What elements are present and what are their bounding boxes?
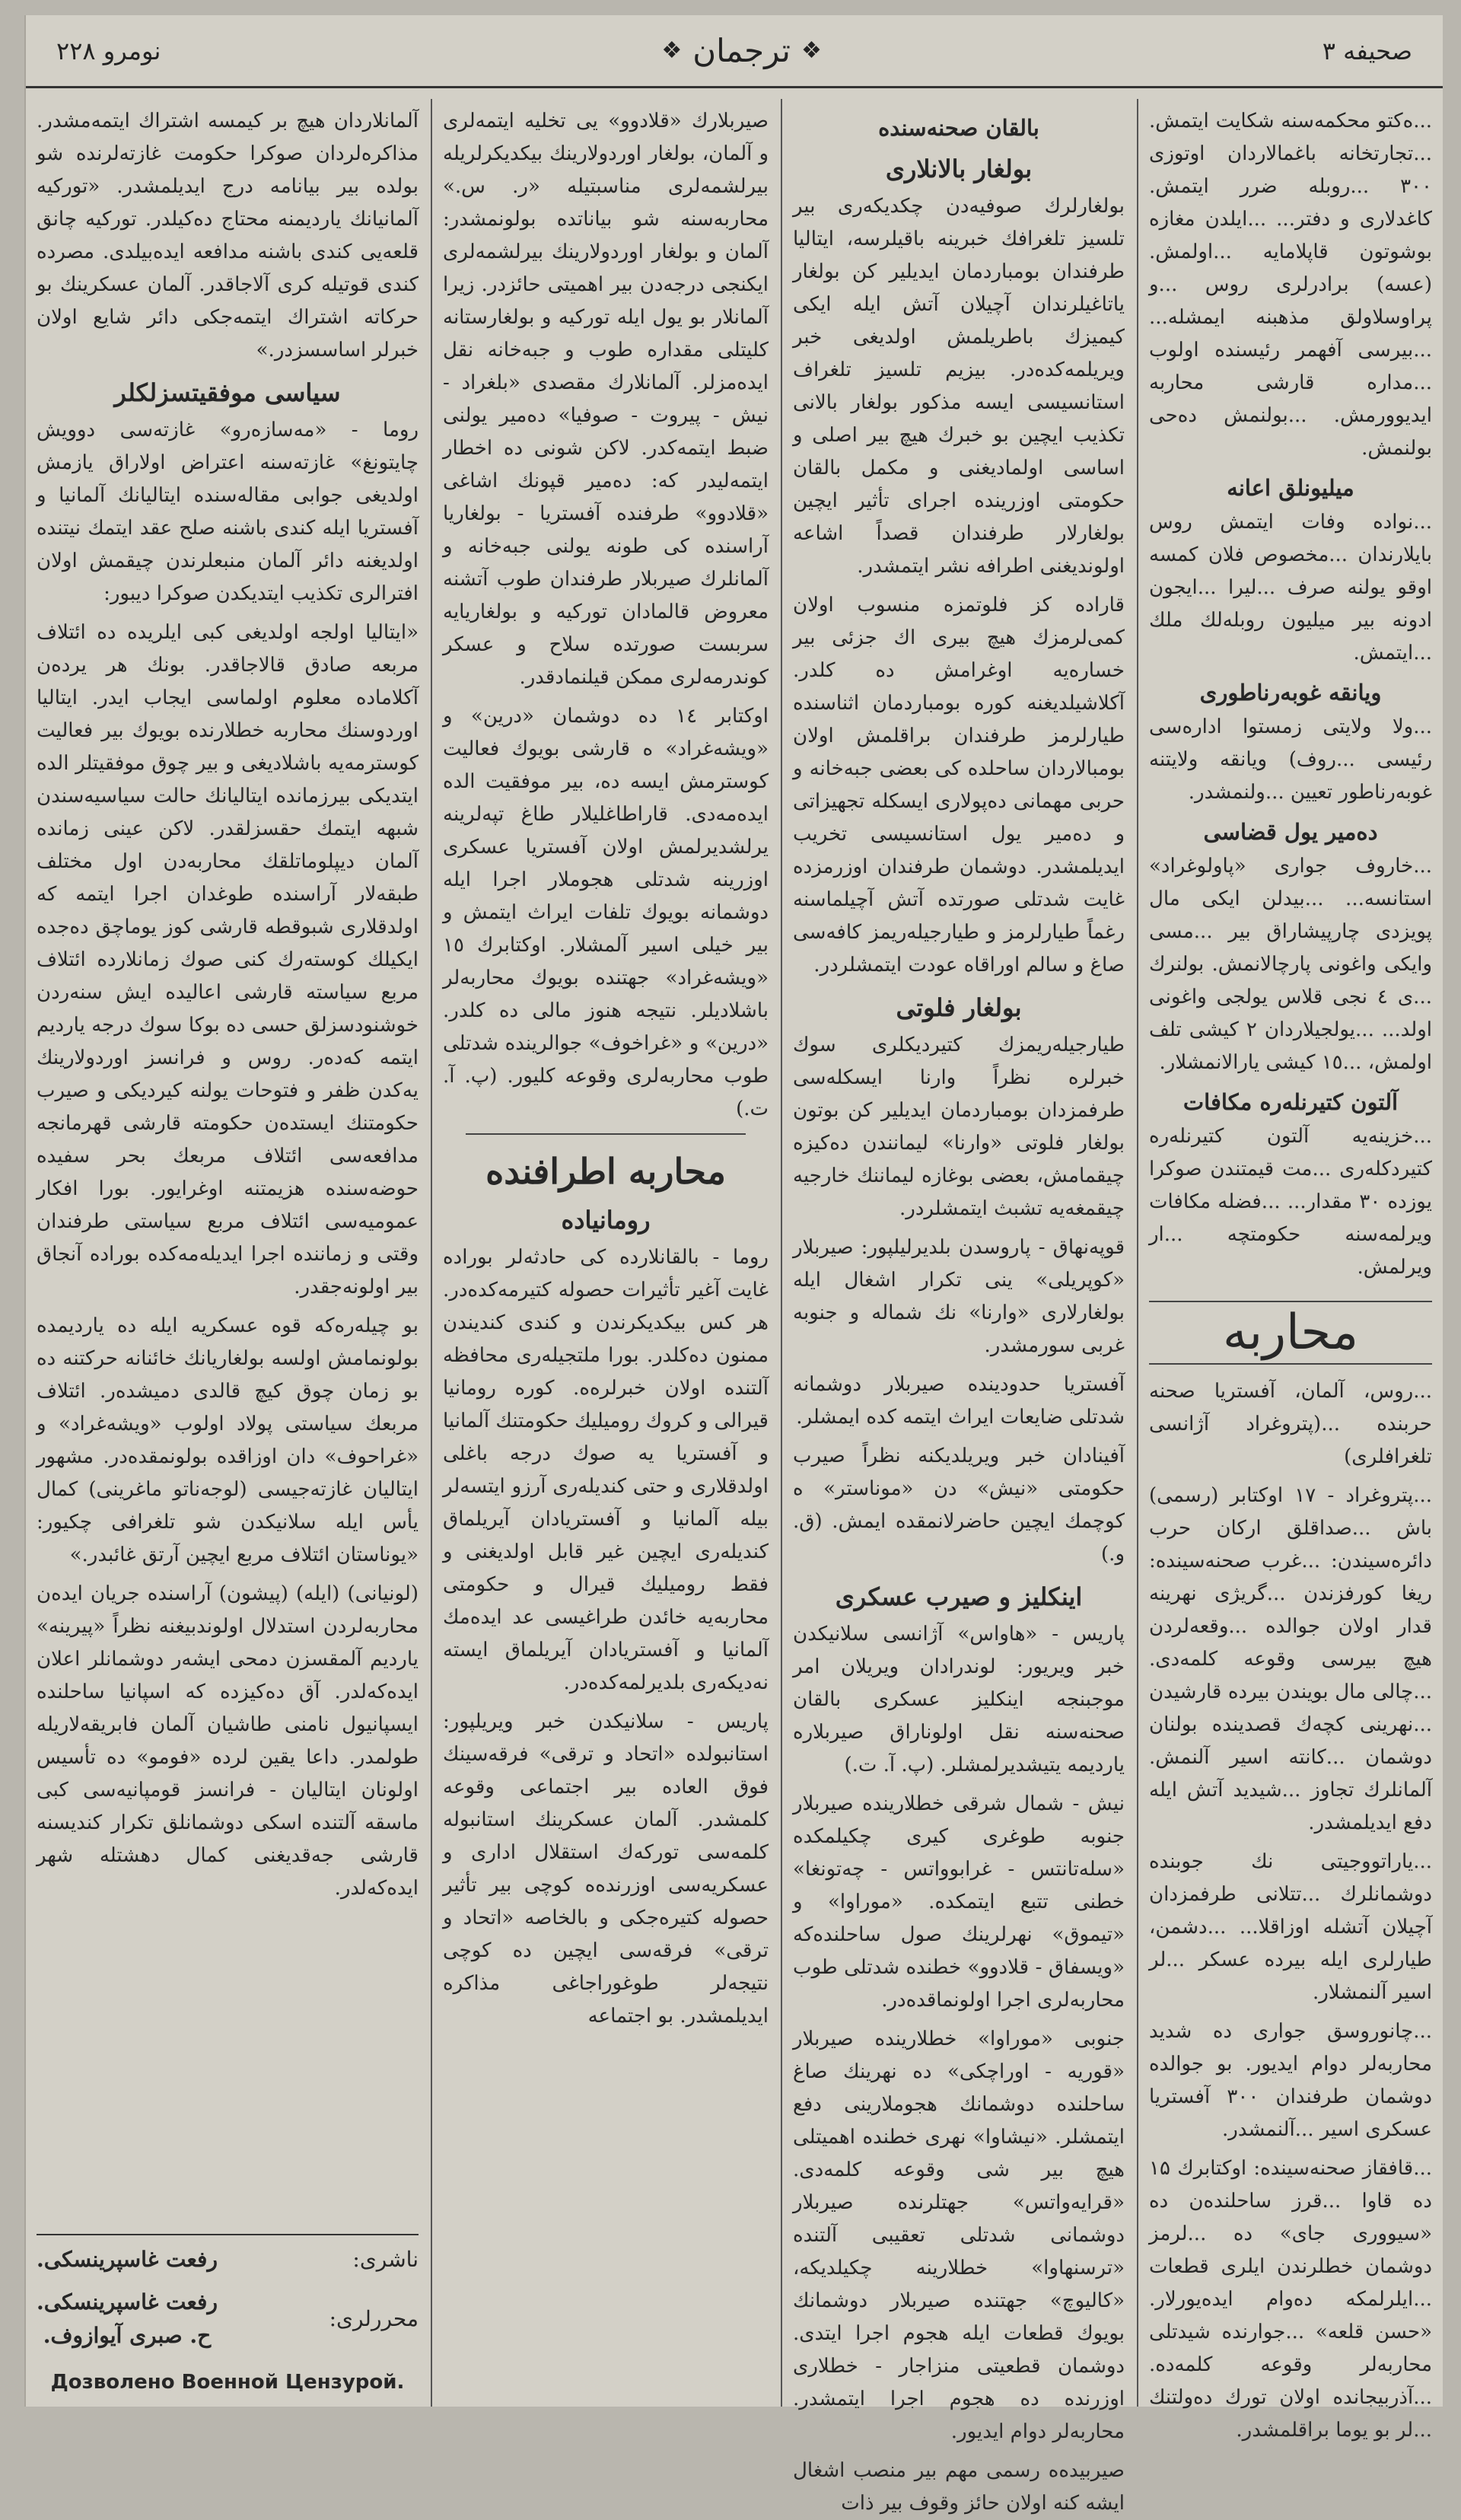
article-text: ...پتروغراد - ۱۷ اوكتابر (رسمی) باش ...صداقلق اركان حرب دائره‌سيندن: ...غرب صحنه‌سينده: ريغا كورفزندن ...گريژی نهرينه قدار اولان جوالده ...وقعه‌لردن هيچ بيرسی وقوعه كلمه‌دی. ...چالی مال بويندن بيرده قارشيدن ...نهرينی كچه‌ك قصدينده بولنان دوشمان ...كانته اسير آلنمش. آلمانلرك تجاوز ...شيديد آتش ايله دفع ايديلمشدر. (1149, 1484, 1432, 1834)
article-text: روما - بالقانلارده كی حادثه‌لر بوراده غايت آغير تأثيرات حصوله كتيرمه‌كده‌در. هر كس بيكديكرندن و كندی كنديندن ممنون ده‌كلدر. بورا ملتجيله‌ری محافظه آلتنده اولان خبرلره‌ه. كوره رومانيا قيرالی و كروك روميليك حكومتنك آلمانيا و آفستريا يه صوك درجه باغلی اولدقلاری و حتی كنديله‌ری آرزو ايتسه‌لر بيله آلمانيا و آفستريادان آيريلماق كنديله‌ری ايچين غير قابل اولديغنی و فقط روميليك قيرال و حكومتی محاربه‌يه خائدن طراغيسی عد ايده‌مك آلمانيا و آفستريادان آيريلماق ايسته نه‌ديكه‌ری بلديرلمه‌كده‌در. (443, 1246, 769, 1694)
column-4-body (37, 105, 419, 2193)
column-4 (26, 99, 429, 2407)
article-text: صيربيده‌ه رسمی مهم بير منصب اشغال ايشه كنه اولان حائز وقوف بير ذات (793, 2459, 1125, 2515)
masthead (661, 32, 822, 69)
article-heading: ويانقه غوبه‌رناطوری (1199, 680, 1382, 706)
imprint (37, 2234, 419, 2399)
editors-names (37, 2286, 218, 2353)
section-heading: محاربه (1149, 1301, 1432, 1365)
censor-note: Дозволено Военной Цензурой. (50, 2371, 405, 2394)
editors-label: محررلری: (329, 2306, 419, 2331)
article-heading: بولغار بالانلاری (885, 155, 1033, 183)
article-text: ...خاروف جواری «پاولوغراد» استانسه... ...بيدلن ايكی مال پويزدی چارپيشاراق بير ...مسی وايكی واغونی پارچالانمش. بولنرك ...ى ٤ نجی قلاس يولجی واغونی اولد... ...يولجيلاردان ٢ كيشی تلف اولمش، ...١٥ كيشی يارالانمشلار. (1149, 855, 1432, 1074)
article-text: ...خزينه‌يه آلتون كتيرنله‌ره كتيرد‌كله‌ری ...مت قيمتندن صوكرا يوزده ٣٠ مقدار... ...فضله مكافات ويرلمه‌سنه حكومتچه ...ار ويرلمش. (1149, 1125, 1432, 1279)
article-text: ...ولا ولايتی زمستوا اداره‌سی رئيسی ...روف) ويانقه ولايتنه غوبه‌رناطور تعيين ...ولنمشدر. (1149, 715, 1432, 804)
article-text: ...نواده وفات ايتمش روس بايلارندان ...مخصوص فلان كمسه اوقو يولنه صرف ...ليرا ...ايجون ادونه بير ميليون روبله‌لك ملك ...ايتمش. (1149, 511, 1432, 664)
column-3 (432, 99, 779, 2407)
editor-name: ح. صبری آيوازوف. (43, 2323, 212, 2348)
article-heading: بولغار فلوتی (896, 993, 1022, 1022)
article-text: (لونيانی) (ايله) (پيشون) آراسنده جريان ايده‌ن محاربه‌لردن استدلال اولوندبيغنه نظراً «پيرينه» يارديم آلمقسزن دمحی ايشه‌ر دوشمانلر اعلان ايده‌كه‌لدر. آق ده‌كيزده كه اسپانيا ساحلنده ايسپانيول نامنی طاشيان آلمان فابريقه‌لاريله طولمدر. داعا يقين لرده «فومو» ده تأسيس اولونان ايتاليان - فرانسز قومپانيه‌سی كبی ماسقه آلتنده اسكی دوشمانلق تكرار كنديسنه قارشی جه‌قديغنی كمال دهشتله شهر ايده‌كه‌لدر. (37, 1582, 419, 1900)
masthead-title: ترجمان (692, 32, 791, 69)
article-text: بو چيله‌ره‌كه قوه عسكريه ايله ده يارديمده بولونمامش اولسه بولغاريانك خائنانه حركتنه ده بو زمان چوق كيچ قالدی دميشده‌ر. ائتلاف مربعك سياستی پولاد اولوب «ويشه‌غراد» و «غراحوف» دان اوزاقده بولونمقده‌در. مشهور ايتاليان غازته‌جيسی (لوجه‌ناتو ماغرينی) كمال يأس ايله سلانيكدن شو تلغرافی چكيور: «يوناستان ائتلاف مربع ايچين آرتق غائبدر.» (37, 1314, 419, 1566)
article-text: قوپه‌نهاق - پاروسدن بلديرليلپور: صيربلار «كوپريلی» ينی تكرار اشغال ايله بولغارلاری «وارنا» نك شماله و جنوبه غربی سورمشدر. (793, 1236, 1125, 1357)
article-text: آفينادان خبر ويريلديكنه نظراً صيرب حكومتی «نيش» دن «موناستر» ه كوچمك ايچين حاضرلانمقده ايمش. (ق. و.) (793, 1445, 1125, 1566)
issue-number: نومرو ۲۲۸ (56, 36, 161, 65)
column-2 (782, 99, 1135, 2515)
article-text: آلمانلاردان هيچ بر كيمسه اشتراك ايتمه‌مشدر. مذاكره‌لردان صوكرا حكومت غازته‌لرنده شو بولده بير بيانامه درج ايديلمشدر. «توركيه آلمانيانك يارديمنه محتاج ده‌كيلدر. توركيه چانق قلعه‌يی كندی باشنه مدافعه ايده‌بيلدی. مصرده كندی قوتيله كری آلاجاقدر. آلمان عسكرينك بو حركاته اشتراك ايتمه‌جكی دائر شايع اولان خبرلر اساسسزدر.» (37, 110, 419, 362)
article-text: ...قافقاز صحنه‌سينده: اوكتابرك ۱۵ ده قاوا ...قرز ساحلنده‌ن ده «سيووری جای» ده ...لرمز دوشمان خطلرندن ايلری قطعات ...ايلرلمكه ده‌وام ايده‌يورلار. «حسن قلعه» ...جوارنده شيدتلی محاربه‌لر وقوعه كلمه‌ده. ...آذربيجانده اولان تورك ده‌ولتنك ...لر بو يوما براقلمشدر. (1149, 2157, 1432, 2442)
section-heading: محاربه اطرافنده (485, 1151, 726, 1192)
article-heading: بالقان صحنه‌سنده (878, 115, 1039, 141)
ornament-icon: ❖ (661, 37, 683, 64)
article-text: پاريس - سلانيكدن خبر ويريلپور: استانبولده «اتحاد و ترقی» فرقه‌سينك فوق العاده بير اجتماعی وقوعه كلمشدر. آلمان عسكرينك استانبوله كلمه‌سی توركه‌ك استقلال اداری و عسكريه‌سی اوزرنده‌ه كوچی بير تأثير حصوله كتيره‌جكی و بالخاصه «اتحاد و ترقی» فرقه‌سی ايچين ده كوچی نتيجه‌لر طوغوراجاغی مذاكره ايديلمشدر. بو اجتماعه (443, 1710, 769, 2028)
editor-name: رفعت غاسپرينسكی. (37, 2289, 218, 2315)
article-text: روما - «مه‌سازه‌رو» غازته‌سی دوويش چايتونغ» غازته‌سنه اعتراض اولاراق يازمش اولديغی جوابی مقاله‌سنده ايتاليانك آلمانيا و آفستريا ايله كندی باشنه صلح عقد ايتمك نيتنده اولديغنه دائر آلمان منبعلرندن چيقمش اولان افترالری تكذيب ايتديكدن صوكرا ديبور: (37, 419, 419, 605)
publisher-label: ناشری: (352, 2247, 419, 2272)
ornament-icon: ❖ (801, 37, 822, 64)
article-heading: سياسی موفقيتسزلكلر (114, 378, 341, 407)
article-heading: رومانياده (561, 1206, 651, 1235)
publisher-row (37, 2243, 419, 2276)
article-text: طيارجيله‌ريمزك كتيرديكلری سوك خبرلره نظراً وارنا ايسكله‌سی طرفمزدان بومباردمان ايديلير كن بوتون بولغار فلوتی «وارنا» ليمانندن ده‌كيزه چيقمامش، بعضی بوغازه ليماننك خارجيه چيقمغه‌يه تشبث ايتمشلردر. (793, 1034, 1125, 1220)
article-heading: آلتون كتيرنله‌ره مكافات (1182, 1089, 1399, 1115)
article-text: نيش - شمال شرقی خطلارينده صيربلار جنوبه طوغری كيری چكيلمكده «سله‌تانتس - غرابوواتس - چه‌تونغا» خطنی تتبع ايتمكده. «موراوا» و «تيموق» نهرلرينك صول ساحلنده‌كه «ويسفاق - قلادوو» خطنده شدتلی طوب محاربه‌لری اجرا اولونماقده‌در. (793, 1792, 1125, 2012)
column-rule (431, 99, 432, 2407)
divider (466, 1133, 746, 1135)
article-heading: ميليونلق اعانه (1227, 475, 1354, 501)
article-text: «ايتاليا اولجه اولديغی كبی ايلريده ده ائتلاف مربعه صادق قالاجاقدر. بونك هر يرده‌ن آكلاماده معلوم اولماسی ايجاب ايدر. ايتاليا اوردوسنك محاربه خطلارنده بويوك بير فعاليت كوسترمه‌يه باشلاديغی و بير چوق موفقيتلر الده ايتديكی بيرزمانده ايتاليانك حالت سياسيه‌سندن شبهه ايتمك حقسزلقدر. لاكن عينی زمانده آلمان ديپلوماتلقك محاربه‌دن اول مختلف طبقه‌لار آراسنده طوغدان اجرا ايتمه كه اولدقلاری شبوقطه قارشی كوز يوماچق ده‌جده ايكيلك كوسته‌رك كنی صوك زمانلارده ائتلاف مربع سياسته قارشی اعاليده ايش سنه‌ردن خوشنودسزلق حسی ده بوكا سوك درجه يارديم ايتمه كه‌ده‌ر. روس و فرانسز اوردولارينك يه‌كدن ظفر و فتوحات يولنه كيرديكی و صيرب حكومتنك ايستده‌ن حكومته قارشی قهرمانجه مدافعه‌سی ائتلاف مربعك بحر سفيده حوضه‌سنده هزيمتنه اوغرايور. بورا افكار عموميه‌سی ائتلاف مربع سياستی طرفندان وقتی و زماننده اجرا ايديله‌مه‌كده بوراده آنجاق بير اولونه‌جقدر. (37, 621, 419, 1298)
article-heading: ده‌مير يول قضاسی (1203, 819, 1378, 845)
columns (26, 99, 1443, 2515)
column-rule (1137, 99, 1138, 2407)
article-text: ...ياراتووجيتی نك جوبنده دوشمانلرك ...تتلانی طرفمزدان آچيلان آتشله اوزاقلا... ...دشمن، طيارلری ايله بيرده عسكر ...لر اسير آلنمشلار. (1149, 1850, 1432, 2004)
page-header (26, 15, 1443, 88)
column-rule (781, 99, 782, 2407)
editors-row (37, 2286, 419, 2353)
page-number: صحيفه ۳ (1322, 36, 1412, 65)
article-text: جنوبی «موراوا» خطلارينده صيربلار «قوريه - اوراچكی» ده نهرينك صاغ ساحلنده دوشمانك هجوملارينی دفع ايتمشلر. «نيشاوا» نهری خطنده اهميتلی هيچ بير شی وقوعه كلمه‌دی. «قرايه‌واتس» جهتلرنده صيربلار دوشمانی شدتلی تعقيبی آلتنده «ترسنهاوا» خطلارينه چكيلديكه، «كاليوچ» جهتنده صيربلار دوشمانك بويوك قطعات ايله هجوم اجرا ايتدی. دوشمان قطعيتی منزاجار - خطلاری اوزرنده ده هجوم اجرا ايتمشدر. محاربه‌لر دوام ايديور. (793, 2028, 1125, 2443)
article-text: قاراده كز فلوتمزه منسوب اولان كمی‌لرمزك هيچ بيری اك جزئی بير خساره‌يه اوغرامش ده كلدر. آكلاشيلديغنه كوره بومباردمان اثناسنده طيارلرمز طرفندان براقلمش اولان بومبالاردان ساحلده كی بعضی جبه‌خانه و حربی مهمانی ده‌پولاری ايسكله تجهيزاتی و ده‌مير يول استانسيسی تخريب ايديلمشدر. دوشمان طرفندان اوزرمزده غايت شدتلی صورتده آتش آچيلماسنه رغماً طيارلرمز و طيارجيله‌ريمز كافه‌سی صاغ و سالم اوراقاه عودت ايتمشلردر. (793, 594, 1125, 976)
article-text: صيربلارك «قلادوو» يی تخليه ايتمه‌لری و آلمان، بولغار اوردولارينك بيكديكرلريله بيرلشمه‌لری مناسبتيله «ر. س.» محاربه‌سنه شو بياناتده بولونمشدر: آلمان و بولغار اوردولارينك بيرلشمه‌لری ايكنجی درجه‌دن بير اهميتی حائزدر. زيرا آلمانلار بو يول ايله توركيه و بولغارستانه كليتلی مقداره طوب و جبه‌خانه نقل ايده‌مزلر. آلمانلارك مقصدی «بلغراد - نيش - پيروت - صوفيا» ده‌مير يولنی ضبط ايتمه‌كدر. لاكن شونی ده اخطار ايتمه‌ليدر كه: ده‌مير قپونك اشاغی «قلادوو» طرفنده آفستريا - بولغاريا آراسنده كی طونه يولنی جبه‌خانه و آلمانلرك صيربلار طرفندان طوب آتشنه معروض قالمادان توركيه و بولغاريايه سربست صورتده سلاح و عسكر كوندرمه‌لری ممكن قيلنمادقدر. (443, 110, 769, 689)
article-text: پاريس - «هاواس» آژانسی سلانيكدن خبر ويريور: لوندرادان ويريلان امر موجبنجه اينكليز عسكری بالقان صحنه‌سنه نقل اولوناراق صيربلاره يارديمه يتيشديرلمشلر. (پ. آ. ت.) (793, 1623, 1125, 1776)
article-text: ...چانوروسق جواری ده شديد محاربه‌لر دوام ايديور. بو جوالده دوشمان طرفندان ۳۰۰ آفستريا عسكری اسير ...آلنمشدر. (1149, 2020, 1432, 2141)
article-text: ...روس، آلمان، آفستريا صحنه حربنده ...(پتروغراد آژانسی تلغرافلری) (1149, 1380, 1432, 1468)
column-1 (1138, 99, 1443, 2442)
article-text: بولغارلرك صوفيه‌دن چكديكه‌ری بير تلسيز تلغرافك خبرينه باقيلرسه، ايتاليا طرفندان بومباردمان ايديلير كن بولغار ياتاغيلرندان آچيلان آتش ايله ايكی كيميزك باطريلمش اولديغی خبر ويريلمه‌كده‌در. بيزيم تلسيز تلغراف استانسيسی ايسه مذكور بولغار بالانی تكذيب ايچين بو خبرك هيچ بير اصلی و اساسی اولماديغنی و مكمل بالقان حكومتی اوزرينده اجرای تأثير ايچين بولغارلار طرفندان قصداً اشاعه اولونديغنی اطرافه نشر ايتمشدر. (793, 195, 1125, 578)
article-heading: اينكليز و صيرب عسكری (835, 1582, 1083, 1611)
publisher-name: رفعت غاسپرينسكی. (37, 2247, 218, 2272)
article-text: ...ه‌كتو محكمه‌سنه شكايت ايتمش. ...تجارتخانه باغمالاردان اوتوزی ۳۰۰ ...روبله ضرر ايتمش. كاغدلاری و دفتر... ...ايلدن مغازه بوشوتون قاپلامايه ...اولمش. (عسه) برادرلری روس ...و پراوسلاولق مذهبنه ايمشله... ...بيرسی آفهمر رئيسنده اولوب ...مداره قارشی محاربه ايديوورمش. ...بولنمش ده‌حی بولنمش. (1149, 110, 1432, 460)
article-text: آفستريا حدودينده صيربلار دوشمانه شدتلی ضايعات ايراث ايتمه كده ايمشلر. (793, 1373, 1125, 1429)
newspaper-page (24, 15, 1443, 2515)
article-text: اوكتابر ١٤ ده دوشمان «درين» و «ويشه‌غراد» ه قارشی بويوك فعاليت كوسترمش ايسه ده، بير موفقيت الده ايده‌مه‌دی. قاراطاغليلار طاغ تپه‌لرينه يرلشديرلمش اولان آفستريا عسكری اوزرينه شدتلی هجوملار اجرا ايله دوشمانه بويوك تلفات ايراث ايتمش و بير خيلی اسير آلمشلار. اوكتابرك ١٥ «ويشه‌غراد» جهتنده بويوك محاربه‌لر باشلاديلر. نتيجه هنوز مالی ده كلدر. «درين» و «غراخوف» جوالرينده شدتلی طوب محاربه‌لری وقوعه كليور. (پ. آ. ت.) (443, 705, 769, 1120)
